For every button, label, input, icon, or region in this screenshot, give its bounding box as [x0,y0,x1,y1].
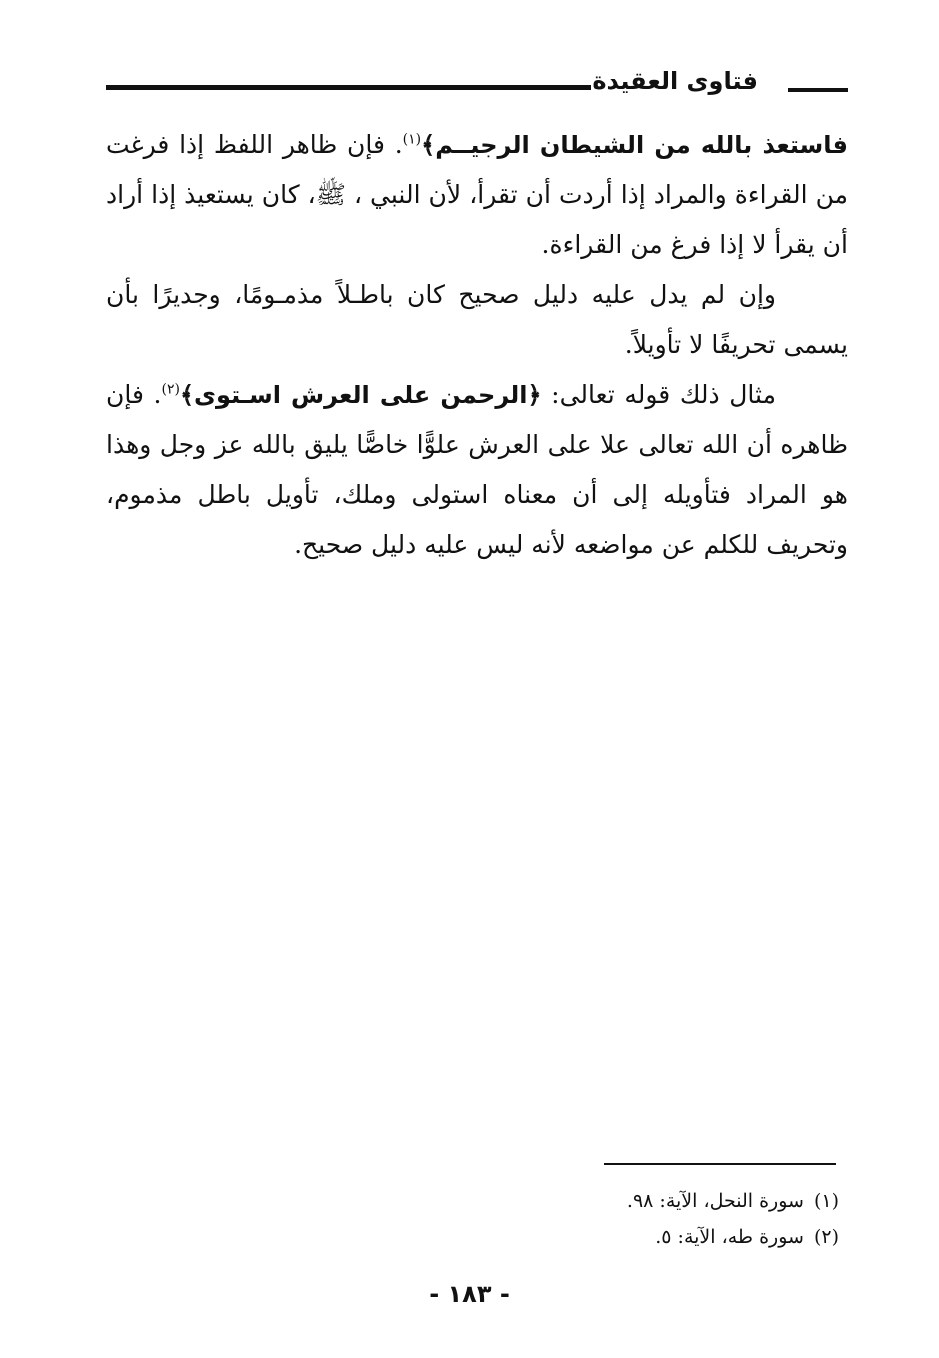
footnote-number: (٢) [813,1226,839,1248]
quran-quote-1: فاستعذ بالله من الشيطان الرجيــم﴾ [421,131,848,159]
footnote-text: سورة طه، الآية: ٥. [655,1226,804,1248]
header-rule-short [788,88,848,92]
header-title: فتاوى العقيدة [592,67,758,95]
paragraph-2 [106,270,848,370]
footnote-1 [439,1183,839,1219]
footnote-number: (١) [813,1190,839,1212]
footnote-ref-1: (١) [402,131,422,148]
paragraph-3-lead: مثال ذلك قوله تعالى: [541,380,776,409]
header-rule-long [106,85,591,90]
footnotes [439,1183,839,1255]
footnote-separator [604,1163,836,1165]
footnote-text: سورة النحل، الآية: ٩٨. [626,1190,804,1212]
paragraph-1 [106,120,848,270]
paragraph-3-text: . فإن ظاهره أن الله تعالى علا على العرش علوًّا خاصًّا يليق بالله عز وجل وهذا هو المراد فتأويله إلى أن معناه استولى وملك، تأويل باطل مذموم، وتحريف للكلم عن مواضعه لأنه ليس عليه دليل صحيح. [106,380,848,559]
footnote-ref-2: (٢) [161,381,180,398]
paragraph-2-text: وإن لم يدل عليه دليل صحيح كان باطـلاً مذمـومًا، وجديرًا بأن يسمى تحريفًا لا تأويلاً. [106,280,848,359]
paragraph-3 [106,370,848,570]
main-text [106,120,848,570]
page-number: - ١٨٣ - [429,1280,510,1308]
footnote-2 [439,1219,839,1255]
running-header [106,62,848,102]
quran-quote-2: ﴿الرحمن على العرش اسـتوى﴾ [179,381,542,409]
paragraph-1-text: . فإن ظاهر اللفظ إذا فرغت من القراءة والمراد إذا أردت أن تقرأ، لأن النبي ، ﷺ، كان يستعيذ إذا أراد أن يقرأ لا إذا فرغ من القراءة. [106,130,848,259]
